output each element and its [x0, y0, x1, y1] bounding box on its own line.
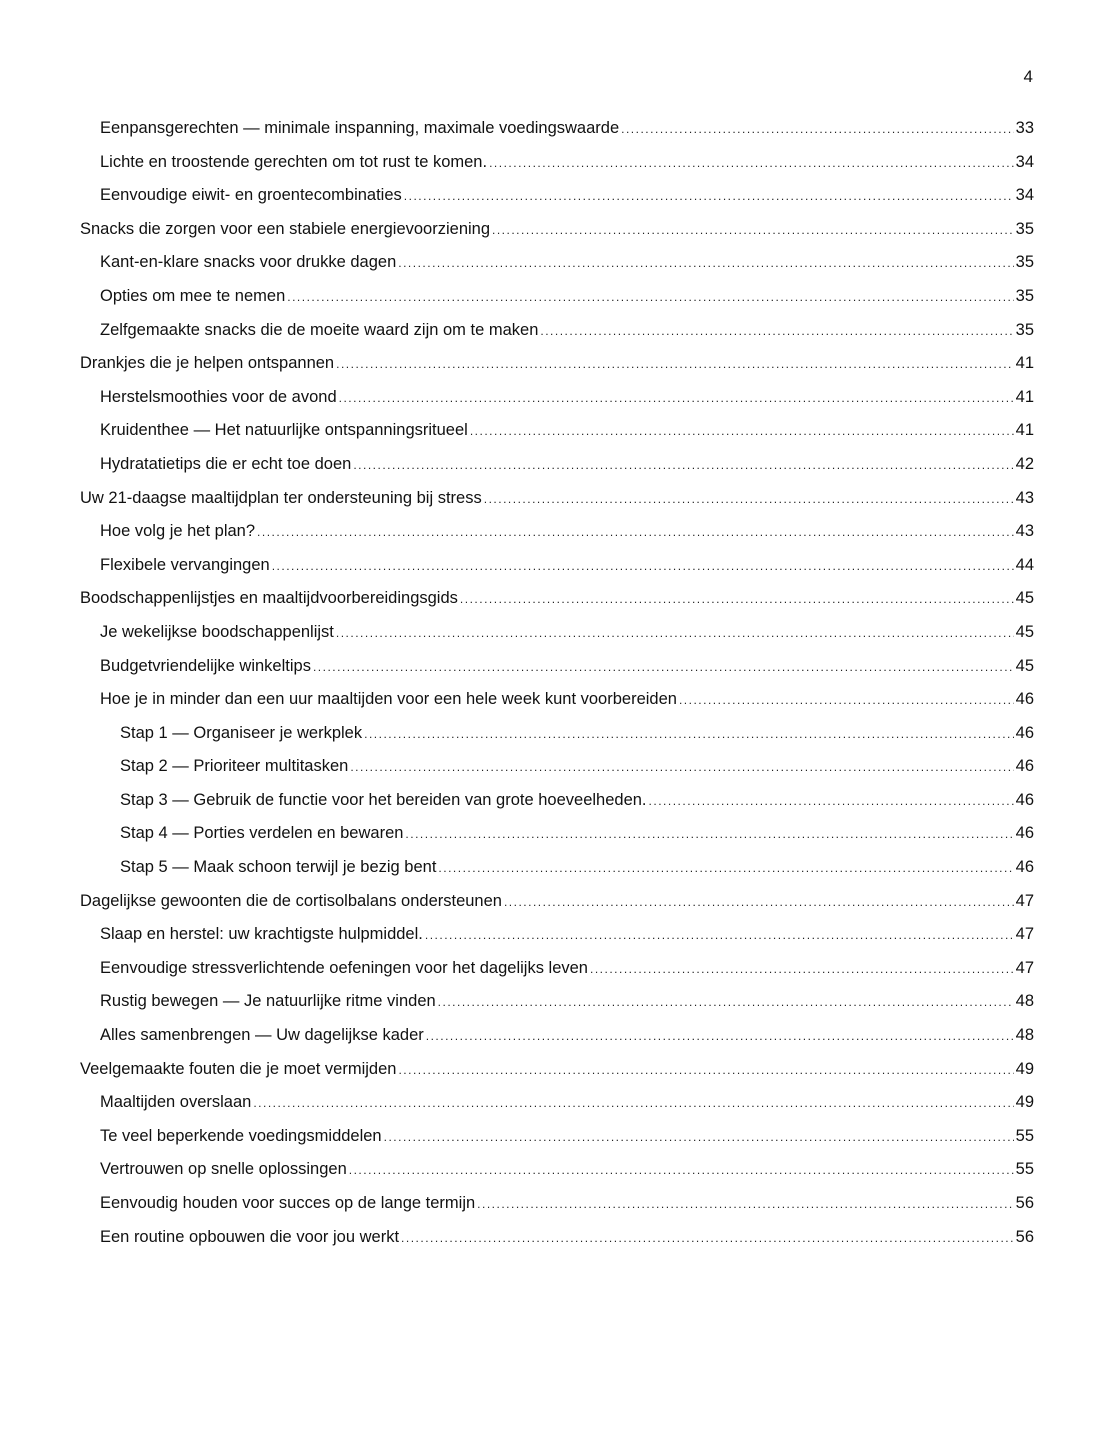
toc-entry-title: Stap 1 — Organiseer je werkplek: [120, 723, 363, 742]
toc-entry-page: 45: [1015, 656, 1034, 675]
toc-entry-page: 41: [1015, 354, 1034, 373]
toc-dot-leader: [489, 147, 1014, 180]
toc-entry[interactable]: [80, 1086, 1034, 1120]
toc-entry-page: 41: [1015, 421, 1034, 440]
toc-dot-leader: [405, 818, 1013, 851]
toc-entry-title: Stap 2 — Prioriteer multitasken: [120, 757, 349, 776]
toc-dot-leader: [504, 886, 1014, 919]
toc-entry-title: Hoe volg je het plan?: [100, 522, 256, 541]
toc-dot-leader: [257, 516, 1014, 549]
toc-entry-page: 45: [1015, 589, 1034, 608]
toc-entry-page: 49: [1015, 1093, 1034, 1112]
toc-entry[interactable]: [80, 784, 1034, 818]
toc-entry[interactable]: [80, 246, 1034, 280]
toc-entry-title: Eenpansgerechten — minimale inspanning, maximale voedingswaarde: [100, 119, 620, 137]
toc-entry-page: 46: [1015, 790, 1034, 809]
toc-entry-page: 46: [1015, 824, 1034, 843]
toc-entry[interactable]: [80, 616, 1034, 650]
toc-entry-page: 48: [1015, 992, 1034, 1011]
toc-entry-page: 56: [1015, 1194, 1034, 1212]
toc-entry[interactable]: [80, 314, 1034, 348]
toc-entry[interactable]: [80, 381, 1034, 415]
toc-entry[interactable]: [80, 1153, 1034, 1187]
toc-entry-page: 46: [1015, 723, 1034, 742]
toc-entry-title: Eenvoudig houden voor succes op de lange termijn: [100, 1194, 476, 1212]
toc-entry-title: Budgetvriendelijke winkeltips: [100, 656, 311, 675]
toc-entry[interactable]: [80, 650, 1034, 684]
toc-entry-title: Stap 5 — Maak schoon terwijl je bezig bent: [120, 858, 437, 877]
toc-entry-page: 49: [1015, 1059, 1034, 1078]
toc-entry-page: 47: [1015, 958, 1034, 977]
toc-dot-leader: [484, 483, 1014, 516]
toc-dot-leader: [272, 550, 1014, 583]
toc-entry-page: 33: [1015, 119, 1034, 137]
toc-entry-page: 48: [1015, 1026, 1034, 1045]
toc-dot-leader: [460, 583, 1014, 616]
toc-entry-title: Rustig bewegen — Je natuurlijke ritme vinden: [100, 992, 436, 1011]
toc-entry-page: 55: [1015, 1160, 1034, 1179]
toc-dot-leader: [621, 113, 1014, 146]
toc-dot-leader: [425, 919, 1014, 952]
toc-entry[interactable]: [80, 1221, 1034, 1255]
toc-entry-title: Zelfgemaakte snacks die de moeite waard zijn om te maken: [100, 320, 539, 339]
toc-entry[interactable]: [80, 549, 1034, 583]
toc-entry-title: Eenvoudige stressverlichtende oefeningen voor het dagelijks leven: [100, 958, 588, 977]
table-of-contents: [80, 112, 1034, 1254]
toc-entry-title: Stap 4 — Porties verdelen en bewaren: [120, 824, 404, 843]
toc-entry-page: 44: [1015, 555, 1034, 574]
toc-entry[interactable]: [80, 952, 1034, 986]
toc-dot-leader: [336, 348, 1014, 381]
toc-entry-title: Maaltijden overslaan: [100, 1093, 252, 1112]
toc-dot-leader: [287, 281, 1013, 314]
toc-dot-leader: [339, 382, 1014, 415]
toc-entry-page: 46: [1015, 690, 1034, 709]
toc-entry-title: Veelgemaakte fouten die je moet vermijden: [80, 1059, 397, 1078]
toc-entry-title: Uw 21-daagse maaltijdplan ter ondersteuning bij stress: [80, 488, 482, 507]
toc-dot-leader: [350, 751, 1013, 784]
toc-entry-title: Kruidenthee — Het natuurlijke ontspanningsritueel: [100, 421, 468, 440]
toc-entry-page: 34: [1015, 152, 1034, 171]
toc-entry-page: 47: [1015, 891, 1034, 910]
toc-entry[interactable]: [80, 414, 1034, 448]
toc-entry[interactable]: [80, 146, 1034, 180]
toc-dot-leader: [649, 785, 1014, 818]
toc-entry-title: Hoe je in minder dan een uur maaltijden voor een hele week kunt voorbereiden: [100, 690, 677, 709]
toc-entry-title: Hydratatietips die er echt toe doen: [100, 454, 352, 473]
toc-dot-leader: [438, 986, 1014, 1019]
page-number: 4: [1023, 67, 1033, 86]
toc-dot-leader: [426, 1020, 1014, 1053]
toc-entry-title: Kant-en-klare snacks voor drukke dagen: [100, 253, 397, 272]
toc-entry-page: 35: [1015, 219, 1034, 238]
toc-entry[interactable]: [80, 179, 1034, 213]
toc-dot-leader: [679, 684, 1014, 717]
toc-entry[interactable]: [80, 582, 1034, 616]
toc-entry-page: 55: [1015, 1126, 1034, 1145]
toc-entry-title: Herstelsmoothies voor de avond: [100, 387, 337, 406]
toc-entry-page: 42: [1015, 454, 1034, 473]
toc-entry[interactable]: [80, 750, 1034, 784]
toc-entry[interactable]: [80, 683, 1034, 717]
toc-dot-leader: [492, 214, 1014, 247]
toc-entry-page: 56: [1015, 1227, 1034, 1246]
toc-entry-title: Stap 3 — Gebruik de functie voor het bereiden van grote hoeveelheden.: [120, 790, 647, 809]
toc-entry[interactable]: [80, 280, 1034, 314]
toc-dot-leader: [438, 852, 1013, 885]
toc-entry[interactable]: [80, 885, 1034, 919]
toc-entry-page: 45: [1015, 622, 1034, 641]
toc-entry-page: 34: [1015, 186, 1034, 205]
toc-dot-leader: [253, 1087, 1013, 1120]
toc-entry[interactable]: [80, 851, 1034, 885]
toc-entry[interactable]: [80, 985, 1034, 1019]
toc-dot-leader: [349, 1154, 1014, 1187]
toc-dot-leader: [590, 953, 1014, 986]
toc-dot-leader: [313, 651, 1014, 684]
toc-entry-title: Snacks die zorgen voor een stabiele energievoorziening: [80, 219, 491, 238]
toc-dot-leader: [384, 1121, 1014, 1154]
toc-entry-page: 46: [1015, 858, 1034, 877]
toc-entry[interactable]: [80, 448, 1034, 482]
toc-entry-title: Flexibele vervangingen: [100, 555, 270, 574]
toc-entry-title: Dagelijkse gewoonten die de cortisolbalans ondersteunen: [80, 891, 502, 910]
toc-entry-page: 41: [1015, 387, 1034, 406]
toc-entry-page: 47: [1015, 925, 1034, 944]
toc-entry[interactable]: [80, 1187, 1034, 1221]
toc-entry-title: Te veel beperkende voedingsmiddelen: [100, 1126, 382, 1145]
toc-dot-leader: [364, 718, 1014, 751]
toc-entry-title: Eenvoudige eiwit- en groentecombinaties: [100, 186, 402, 205]
toc-entry[interactable]: [80, 817, 1034, 851]
toc-entry-title: Alles samenbrengen — Uw dagelijkse kader: [100, 1026, 424, 1045]
toc-entry[interactable]: [80, 918, 1034, 952]
toc-entry[interactable]: [80, 482, 1034, 516]
toc-entry[interactable]: [80, 1053, 1034, 1087]
toc-entry-title: Lichte en troostende gerechten om tot rust te komen.: [100, 152, 488, 171]
toc-entry-title: Opties om mee te nemen: [100, 286, 286, 305]
toc-entry-page: 46: [1015, 757, 1034, 776]
toc-entry[interactable]: [80, 112, 1034, 146]
toc-dot-leader: [398, 247, 1013, 280]
toc-entry-page: 35: [1015, 320, 1034, 339]
toc-entry[interactable]: [80, 717, 1034, 751]
toc-entry[interactable]: [80, 1019, 1034, 1053]
toc-entry-title: Drankjes die je helpen ontspannen: [80, 354, 335, 373]
toc-entry-title: Vertrouwen op snelle oplossingen: [100, 1160, 347, 1179]
toc-entry-page: 35: [1015, 286, 1034, 305]
toc-dot-leader: [477, 1188, 1013, 1221]
toc-entry[interactable]: [80, 347, 1034, 381]
toc-dot-leader: [404, 180, 1014, 213]
toc-dot-leader: [336, 617, 1014, 650]
toc-entry[interactable]: [80, 1120, 1034, 1154]
toc-entry-page: 43: [1015, 522, 1034, 541]
toc-entry-page: 43: [1015, 488, 1034, 507]
toc-entry-page: 35: [1015, 253, 1034, 272]
toc-entry-title: Een routine opbouwen die voor jou werkt: [100, 1227, 400, 1246]
toc-dot-leader: [401, 1222, 1014, 1255]
toc-entry-title: Boodschappenlijstjes en maaltijdvoorbereidingsgids: [80, 589, 458, 608]
toc-dot-leader: [353, 449, 1013, 482]
toc-dot-leader: [470, 415, 1014, 448]
toc-entry[interactable]: [80, 213, 1034, 247]
toc-entry[interactable]: [80, 515, 1034, 549]
toc-dot-leader: [540, 315, 1013, 348]
toc-entry-title: Slaap en herstel: uw krachtigste hulpmiddel.: [100, 925, 423, 944]
toc-dot-leader: [398, 1054, 1013, 1087]
toc-entry-title: Je wekelijkse boodschappenlijst: [100, 622, 334, 641]
